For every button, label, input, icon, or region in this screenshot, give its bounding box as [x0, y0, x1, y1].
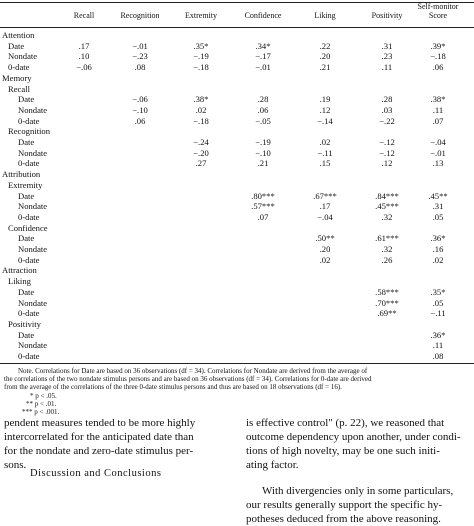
- table-cell: −.18: [193, 115, 209, 126]
- table-cell: −.11: [430, 308, 446, 319]
- row-label: Date: [18, 233, 35, 244]
- table-row: [0, 330, 474, 341]
- table-cell: .34*: [255, 40, 271, 51]
- table-row: [0, 158, 474, 169]
- table-cell: .06: [257, 104, 269, 115]
- row-label: 0-date: [18, 351, 40, 361]
- table-row: [0, 265, 474, 276]
- row-label: Nondate: [18, 201, 48, 212]
- table-cell: .45***: [375, 201, 399, 212]
- table-cell: .31: [432, 201, 444, 212]
- table-row: [0, 233, 474, 244]
- table-row: [0, 169, 474, 180]
- row-label: Attribution: [2, 169, 41, 180]
- row-label: Extremity: [8, 179, 43, 190]
- table-bottom-rule: [0, 363, 474, 364]
- table-cell: .08: [134, 62, 146, 73]
- row-label: 0-date: [18, 115, 40, 126]
- table-row: [0, 308, 474, 319]
- table-cell: .02: [432, 254, 444, 265]
- table-cell: −.17: [255, 51, 271, 62]
- table-cell: −.19: [255, 137, 271, 147]
- table-cell: .32: [381, 211, 393, 222]
- table-cell: −.24: [193, 137, 209, 147]
- table-cell: .20: [319, 244, 331, 254]
- body-text-line: intercorrelated for the anticipated date than: [4, 431, 194, 443]
- table-cell: .20: [319, 51, 331, 62]
- header-rule: [0, 27, 474, 28]
- table-cell: .17: [78, 40, 90, 51]
- significance-footnote: ** p < .01.: [26, 399, 57, 408]
- table-row: [0, 212, 474, 223]
- table-cell: .06: [432, 62, 444, 73]
- table-row: [0, 94, 474, 105]
- table-row: [0, 137, 474, 148]
- table-cell: .12: [381, 158, 393, 169]
- table-cell: .07: [432, 115, 444, 126]
- table-cell: .12: [319, 104, 331, 115]
- table-cell: −.18: [430, 51, 446, 62]
- table-cell: .11: [381, 62, 393, 73]
- row-label: Recognition: [8, 126, 51, 137]
- table-cell: −.05: [255, 115, 271, 126]
- column-header: Recall: [73, 11, 95, 20]
- table-row: [0, 116, 474, 127]
- column-header: Liking: [314, 11, 336, 20]
- table-cell: .61***: [375, 233, 399, 244]
- body-text-line: ating factor.: [246, 459, 299, 471]
- table-cell: −.23: [132, 51, 148, 62]
- table-row: [0, 319, 474, 330]
- section-heading: Discussion and Conclusions: [30, 468, 162, 479]
- table-row: [0, 244, 474, 255]
- row-label: Positivity: [8, 318, 41, 329]
- table-row: [0, 41, 474, 52]
- table-cell: .32: [381, 244, 393, 254]
- table-cell: .45**: [428, 190, 448, 201]
- table-top-rule: [0, 2, 474, 3]
- table-cell: −.01: [430, 147, 446, 158]
- row-label: 0-date: [18, 254, 40, 265]
- table-cell: −.18: [193, 62, 209, 73]
- table-cell: .02: [195, 104, 207, 115]
- table-cell: .06: [134, 115, 146, 126]
- body-text-line: our results generally support the specific hy-: [246, 499, 443, 511]
- row-label: Nondate: [18, 244, 48, 254]
- significance-footnote: *** p < .001.: [22, 408, 60, 416]
- table-cell: .69**: [377, 308, 397, 319]
- table-cell: .05: [432, 297, 444, 308]
- row-label: Nondate: [18, 104, 48, 115]
- table-cell: .84***: [375, 190, 399, 201]
- body-text-line: sons.: [4, 459, 27, 471]
- table-cell: .03: [381, 104, 393, 115]
- table-row: [0, 30, 474, 41]
- column-header: Self-monitor Score: [417, 2, 459, 20]
- row-label: Nondate: [18, 147, 48, 158]
- row-label: Attraction: [2, 265, 37, 276]
- column-header: Confidence: [244, 11, 282, 20]
- table-row: [0, 276, 474, 287]
- table-cell: .15: [319, 158, 331, 169]
- table-cell: .19: [319, 94, 331, 105]
- table-cell: .11: [432, 104, 444, 115]
- table-cell: −.06: [76, 62, 92, 73]
- table-row: [0, 287, 474, 298]
- row-label: 0-date: [18, 211, 40, 222]
- table-cell: .67***: [313, 190, 337, 201]
- row-label: Nondate: [8, 51, 38, 62]
- table-cell: −.01: [255, 62, 271, 73]
- row-label: 0-date: [18, 308, 40, 319]
- body-text-line: outcome dependency upon another, under condi-: [246, 431, 461, 443]
- row-label: Nondate: [18, 297, 48, 308]
- table-row: [0, 340, 474, 351]
- row-label: 0-date: [8, 62, 30, 73]
- row-label: Date: [18, 286, 35, 297]
- table-cell: .13: [432, 158, 444, 169]
- body-text-line: With divergencies only in some particulars,: [262, 485, 454, 497]
- table-row: [0, 201, 474, 212]
- row-label: Nondate: [18, 340, 48, 351]
- table-row: [0, 62, 474, 73]
- table-row: [0, 51, 474, 62]
- table-cell: .26: [381, 254, 393, 265]
- row-label: Recall: [8, 83, 30, 94]
- row-label: Date: [18, 137, 35, 147]
- table-cell: .38*: [430, 94, 446, 105]
- table-cell: .50**: [315, 233, 335, 244]
- table-cell: −.12: [379, 147, 395, 158]
- row-label: Date: [8, 40, 25, 51]
- row-label: Liking: [8, 276, 31, 287]
- table-cell: .05: [432, 211, 444, 222]
- row-label: Date: [18, 94, 35, 105]
- body-text-line: for the nondate and zero-date stimulus per-: [4, 445, 194, 457]
- table-cell: −.04: [317, 211, 333, 222]
- table-cell: .36*: [430, 329, 446, 340]
- table-cell: −.14: [317, 115, 333, 126]
- significance-footnote: * p < .05.: [30, 391, 57, 400]
- column-header: Recognition: [120, 11, 160, 20]
- table-row: [0, 84, 474, 95]
- table-cell: .11: [432, 340, 444, 351]
- body-text-line: is effective control" (p. 22), we reasoned that: [246, 417, 445, 429]
- row-label: Date: [18, 190, 35, 201]
- table-cell: .58***: [375, 286, 399, 297]
- table-cell: .35*: [430, 286, 446, 297]
- table-row: [0, 180, 474, 191]
- table-row: [0, 298, 474, 309]
- table-cell: .17: [319, 201, 331, 212]
- note-line: Note. Correlations for Date are based on 36 observations (df = 34). Correlations for Nondate are derived from the average of: [18, 367, 368, 375]
- table-cell: .22: [319, 40, 331, 51]
- column-header: Positivity: [371, 11, 403, 20]
- table-cell: −.06: [132, 94, 148, 105]
- table-cell: .10: [78, 51, 90, 62]
- table-cell: .07: [257, 211, 269, 222]
- table-row: [0, 191, 474, 202]
- table-cell: .70***: [375, 297, 399, 308]
- table-row: [0, 105, 474, 116]
- table-cell: −.11: [317, 147, 333, 158]
- table-row: [0, 126, 474, 137]
- row-label: Date: [18, 329, 35, 340]
- table-row: [0, 255, 474, 266]
- column-header: Extremity: [185, 11, 217, 20]
- table-cell: −.12: [379, 137, 395, 147]
- table-cell: .23: [381, 51, 393, 62]
- table-row: [0, 223, 474, 234]
- table-cell: .27: [195, 158, 207, 169]
- table-cell: .21: [319, 62, 331, 73]
- note-line: the correlations of the two nondate stimulus persons and are based on 36 observations (df = 34). Correlations for 0-date are derived: [4, 375, 372, 384]
- body-text-line: pendent measures tended to be more highly: [4, 417, 196, 429]
- table-cell: −.22: [379, 115, 395, 126]
- table-row: [0, 73, 474, 84]
- table-cell: −.10: [132, 104, 148, 115]
- table-cell: .36*: [430, 233, 446, 244]
- note-line: from the average of the correlations of the three 0-date stimulus persons and thus are based on 18 observations (df = 16).: [4, 383, 342, 392]
- table-cell: .39*: [430, 40, 446, 51]
- table-cell: .57***: [251, 201, 275, 212]
- table-cell: −.04: [430, 137, 446, 147]
- body-text-line: potheses deduced from the above reasoning.: [246, 513, 441, 525]
- table-cell: −.19: [193, 51, 209, 62]
- table-cell: .28: [381, 94, 393, 105]
- table-cell: −.20: [193, 147, 209, 158]
- table-cell: .31: [381, 40, 393, 51]
- table-cell: −.01: [132, 40, 148, 51]
- table-cell: .21: [257, 158, 269, 169]
- row-label: Memory: [2, 72, 32, 83]
- table-cell: .02: [319, 254, 331, 265]
- table-cell: .35*: [193, 40, 209, 51]
- table-cell: .02: [319, 137, 331, 147]
- body-text-line: tions of high novelty, may be one such initi-: [246, 445, 440, 457]
- row-label: 0-date: [18, 158, 40, 169]
- table-cell: .38*: [193, 94, 209, 105]
- table-cell: .28: [257, 94, 269, 105]
- table-cell: .08: [432, 351, 444, 361]
- row-label: Confidence: [8, 222, 48, 233]
- table-cell: .16: [432, 244, 444, 254]
- table-row: [0, 148, 474, 159]
- table-row: [0, 351, 474, 362]
- table-cell: .80***: [251, 190, 275, 201]
- table-cell: −.10: [255, 147, 271, 158]
- row-label: Attention: [2, 30, 35, 40]
